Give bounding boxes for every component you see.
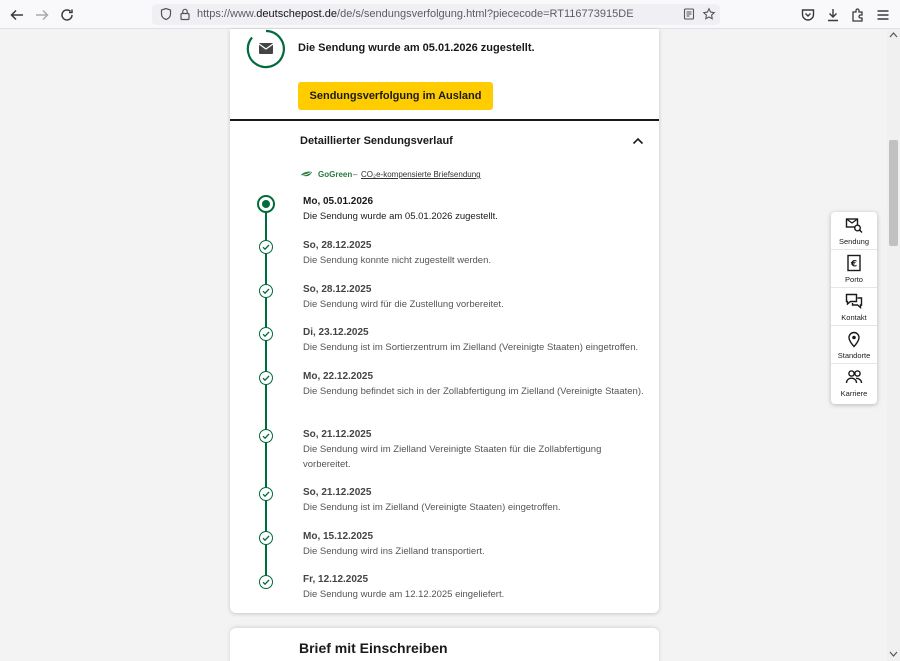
event-date: Mo, 15.12.2025 <box>303 531 374 542</box>
event-text: Die Sendung wird für die Zustellung vorbereitet. <box>303 299 504 310</box>
download-icon[interactable] <box>822 4 844 26</box>
url-bar[interactable] <box>152 4 720 25</box>
side-item-karriere[interactable] <box>831 364 877 402</box>
svg-text:€: € <box>850 259 858 270</box>
timeline-check-icon <box>259 327 273 341</box>
gogreen-leaf-icon <box>300 171 313 179</box>
event-text: Die Sendung ist im Zielland (Vereinigte Staaten) eingetroffen. <box>303 502 561 513</box>
timeline-check-icon <box>259 371 273 385</box>
search-mail-icon <box>845 216 863 234</box>
lock-icon[interactable] <box>178 7 192 21</box>
tracking-abroad-button[interactable]: Sendungsverfolgung im Ausland <box>298 82 493 110</box>
event-date: Fr, 12.12.2025 <box>303 574 369 585</box>
delivery-status-text: Die Sendung wurde am 05.01.2026 zugestellt. <box>298 42 535 54</box>
timeline-line <box>265 210 267 582</box>
browser-toolbar <box>0 0 900 29</box>
event-text: Die Sendung ist im Sortierzentrum im Zielland (Vereinigte Staaten) eingetroffen. <box>303 342 639 353</box>
event-text: Die Sendung wurde am 05.01.2026 zugestellt. <box>303 211 498 222</box>
menu-hamburger-icon[interactable] <box>872 4 894 26</box>
reader-view-icon[interactable] <box>682 7 696 21</box>
gogreen-separator: – <box>353 170 358 179</box>
event-date: Mo, 05.01.2026 <box>303 196 374 207</box>
event-text: Die Sendung befindet sich in der Zollabfertigung im Zielland (Vereinigte Staaten). <box>303 386 644 397</box>
scroll-down-icon[interactable] <box>889 650 898 658</box>
url-text[interactable]: https://www.deutschepost.de/de/s/sendungsverfolgung.html?piececode=RT116773915DE <box>197 8 634 20</box>
side-item-label: Sendung <box>838 237 870 246</box>
registered-letter-title: Brief mit Einschreiben <box>299 640 448 656</box>
scrollbar-thumb[interactable] <box>889 140 898 246</box>
people-icon <box>845 368 863 386</box>
event-text: Die Sendung konnte nicht zugestellt werden. <box>303 255 492 266</box>
event-text: Die Sendung wurde am 12.12.2025 eingeliefert. <box>303 589 505 600</box>
timeline-node-current <box>257 195 275 213</box>
event-text: Die Sendung wird ins Zielland transportiert. <box>303 546 485 557</box>
back-arrow-icon[interactable] <box>6 4 28 26</box>
location-pin-icon <box>845 330 863 348</box>
gogreen-link[interactable]: CO₂e-kompensierte Briefsendung <box>361 170 481 179</box>
pocket-icon[interactable] <box>797 4 819 26</box>
euro-stamp-icon <box>845 254 863 272</box>
side-item-sendung[interactable] <box>831 212 877 250</box>
delivered-status-icon <box>246 29 286 69</box>
side-item-kontakt[interactable] <box>831 288 877 326</box>
timeline-check-icon <box>259 284 273 298</box>
timeline-check-icon <box>259 531 273 545</box>
timeline-check-icon <box>259 487 273 501</box>
section-divider <box>230 119 659 121</box>
timeline-check-icon <box>259 575 273 589</box>
event-text: Die Sendung wird im Zielland Vereinigte Staaten für die Zollabfertigung vorbereitet. <box>303 444 602 470</box>
reload-icon[interactable] <box>56 4 78 26</box>
event-date: Di, 23.12.2025 <box>303 327 369 338</box>
timeline-check-icon <box>259 429 273 443</box>
detailed-history-title[interactable]: Detaillierter Sendungsverlauf <box>300 135 453 147</box>
registered-letter-card <box>230 628 659 661</box>
event-date: So, 28.12.2025 <box>303 284 372 295</box>
chevron-up-icon[interactable] <box>630 133 646 149</box>
event-date: So, 21.12.2025 <box>303 429 372 440</box>
tracking-card <box>230 29 659 613</box>
event-date: Mo, 22.12.2025 <box>303 371 374 382</box>
extensions-icon[interactable] <box>847 4 869 26</box>
side-item-label: Porto <box>845 275 863 284</box>
side-item-standorte[interactable] <box>831 326 877 364</box>
bookmark-star-icon[interactable] <box>702 7 716 21</box>
chat-icon <box>845 292 863 310</box>
page-scrollbar[interactable] <box>887 29 900 661</box>
side-item-label: Kontakt <box>841 313 867 322</box>
timeline-check-icon <box>259 240 273 254</box>
shield-icon[interactable] <box>159 7 173 21</box>
event-date: So, 21.12.2025 <box>303 487 372 498</box>
forward-arrow-icon[interactable] <box>31 4 53 26</box>
side-item-label: Standorte <box>837 351 871 360</box>
side-menu <box>831 212 877 404</box>
side-item-porto[interactable] <box>831 250 877 288</box>
gogreen-label: GoGreen <box>318 170 353 179</box>
side-item-label: Karriere <box>840 389 868 398</box>
scroll-up-icon[interactable] <box>889 31 898 39</box>
event-date: So, 28.12.2025 <box>303 240 372 251</box>
